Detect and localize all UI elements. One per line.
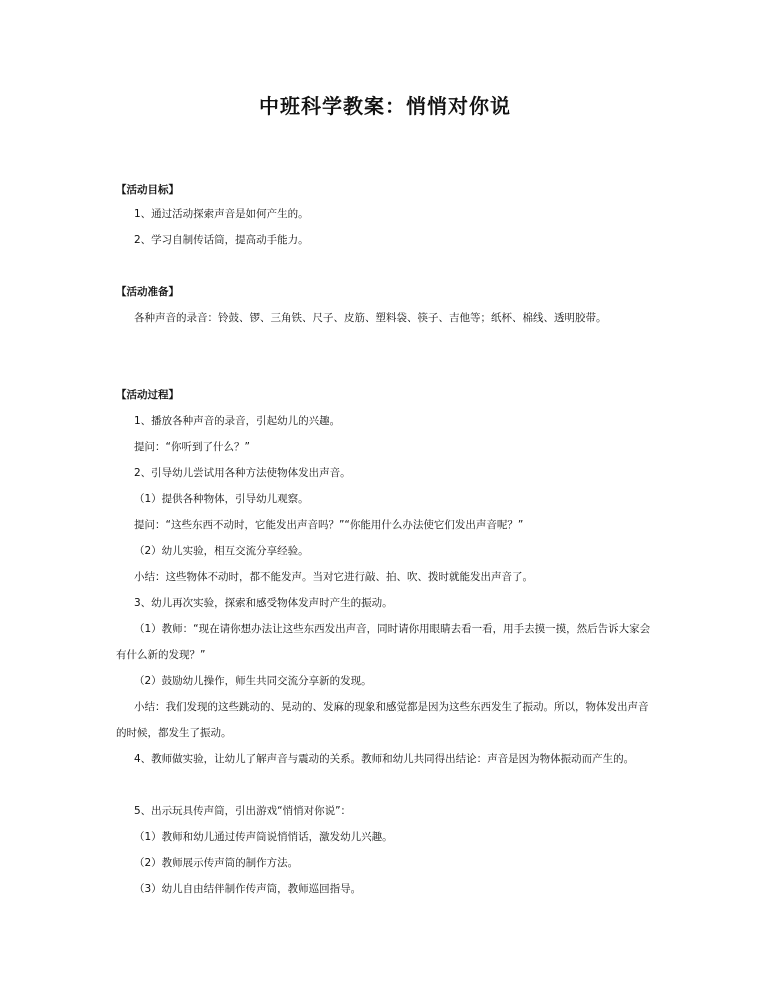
goal-item-1: 1、通过活动探索声音是如何产生的。	[134, 208, 309, 220]
section-heading-process: 【活动过程】	[116, 389, 179, 401]
process-item: （3）幼儿自由结伴制作传声筒，教师巡回指导。	[134, 883, 362, 895]
process-item: 5、出示玩具传声筒，引出游戏“悄悄对你说”：	[134, 805, 352, 817]
process-item: 1、播放各种声音的录音，引起幼儿的兴趣。	[134, 415, 341, 427]
goal-item-2: 2、学习自制传话筒，提高动手能力。	[134, 234, 309, 246]
process-item: 小结：这些物体不动时，都不能发声。当对它进行敲、拍、吹、拨时就能发出声音了。	[134, 571, 533, 583]
document-title: 中班科学教案：悄悄对你说	[259, 94, 511, 118]
process-item: 3、幼儿再次实验，探索和感受物体发声时产生的振动。	[134, 597, 393, 609]
section-heading-prep: 【活动准备】	[116, 286, 179, 298]
prep-text: 各种声音的录音：铃鼓、锣、三角铁、尺子、皮筋、塑料袋、筷子、吉他等；纸杯、棉线、透明胶带。	[134, 312, 607, 324]
process-item: （2）鼓励幼儿操作，师生共同交流分享新的发现。	[134, 675, 372, 687]
process-item: （1）提供各种物体，引导幼儿观察。	[134, 493, 309, 505]
process-item: 小结：我们发现的这些跳动的、晃动的、发麻的现象和感觉都是因为这些东西发生了振动。所以，物体发出声音的时候，都发生了振动。	[116, 701, 649, 739]
process-item: （2）幼儿实验，相互交流分享经验。	[134, 545, 309, 557]
process-item: （1）教师和幼儿通过传声筒说悄悄话，激发幼儿兴趣。	[134, 831, 393, 843]
process-item: 2、引导幼儿尝试用各种方法使物体发出声音。	[134, 467, 351, 479]
process-item: （1）教师：“现在请你想办法让这些东西发出声音，同时请你用眼睛去看一看，用手去摸一摸，然后告诉大家会有什么新的发现？”	[116, 623, 651, 661]
process-item: 提问：“你听到了什么？”	[134, 441, 250, 453]
section-heading-goals: 【活动目标】	[116, 184, 179, 196]
process-item: 提问：“这些东西不动时，它能发出声音吗？”“你能用什么办法使它们发出声音呢？”	[134, 519, 524, 531]
process-item: 4、教师做实验，让幼儿了解声音与震动的关系。教师和幼儿共同得出结论：声音是因为物体振动而产生的。	[134, 753, 635, 765]
process-item: （2）教师展示传声筒的制作方法。	[134, 857, 299, 869]
